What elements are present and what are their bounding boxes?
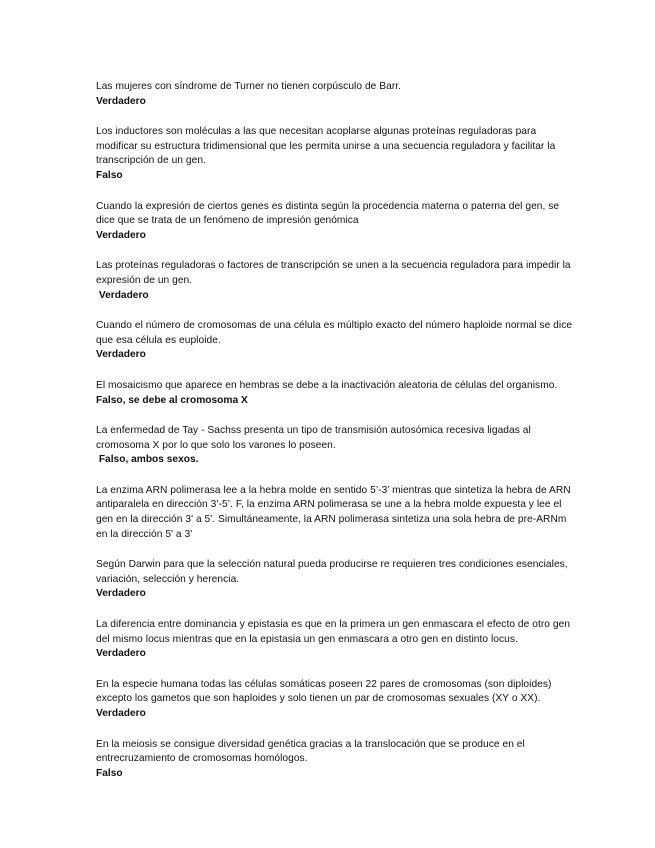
statement-text: En la meiosis se consigue diversidad genética gracias a la translocación que se produce en el entrecruzamiento de cromosomas homólogos. [96, 738, 525, 765]
statement-text: La enzima ARN polimerasa lee a la hebra molde en sentido 5’-3’ mientras que sintetiza la hebra de ARN antiparalela en dirección 3’-5’. F, la enzima ARN polimerasa se une a la hebra molde expuesta y lee el gen en la dirección 3' a 5'. Simultáneamente, la ARN polimerasa sintetiza una sola hebra de pre-ARNm en la dirección 5' a 3' [96, 484, 571, 540]
answer-text: Verdadero [96, 588, 146, 600]
statement-item [96, 200, 580, 244]
statement-item [96, 678, 580, 722]
statement-item [96, 125, 580, 183]
answer-text: Verdadero [96, 349, 146, 361]
statement-text: El mosaicismo que aparece en hembras se debe a la inactivación aleatoria de células del organismo. [96, 379, 558, 391]
document-page [96, 80, 580, 797]
answer-text: Falso [96, 169, 123, 181]
answer-text: Verdadero [96, 648, 146, 660]
answer-text: Verdadero [96, 708, 146, 719]
statement-item [96, 80, 580, 109]
answer-text: Verdadero [96, 95, 146, 107]
statement-text: Las proteínas reguladoras o factores de transcripción se unen a la secuencia reguladora para impedir la expresión de un gen. [96, 260, 571, 286]
statement-item [96, 259, 580, 303]
answer-text: Falso, ambos sexos. [96, 454, 199, 466]
statement-text: Cuando la expresión de ciertos genes es distinta según la procedencia materna o paterna del gen, se dice que se trata de un fenómeno de impresión genómica [96, 200, 560, 227]
statement-text: En la especie humana todas las células somáticas poseen 22 pares de cromosomas (son diploides) excepto los gametos que son haploides y solo tienen un par de cromosomas sexuales (XY o XX). [96, 678, 552, 705]
statement-item [96, 424, 580, 468]
statement-item [96, 558, 580, 602]
statement-text: La enfermedad de Tay - Sachss presenta un tipo de transmisión autosómica recesiva ligadas al cromosoma X por lo que solo los varones lo poseen. [96, 425, 531, 451]
statement-text: Según Darwin para que la selección natural pueda producirse re requieren tres condiciones esenciales, variación, selección y herencia. [96, 559, 568, 585]
statement-text: Las mujeres con síndrome de Turner no tienen corpúsculo de Barr. [96, 81, 402, 92]
answer-text: Verdadero [96, 229, 146, 241]
statement-item [96, 738, 580, 782]
statement-text: Los inductores son moléculas a las que necesitan acoplarse algunas proteínas reguladoras para modificar su estructura tridimensional que les permita unirse a una secuencia reguladora y facilitar la transcripción de un gen. [96, 126, 556, 167]
statement-text: Cuando el número de cromosomas de una célula es múltiplo exacto del número haploide normal se dice que esa célula es euploide. [96, 320, 573, 346]
statement-item [96, 618, 580, 662]
answer-text: Falso [96, 767, 123, 779]
statement-item [96, 379, 580, 408]
statement-item [96, 319, 580, 363]
statement-item [96, 484, 580, 542]
answer-text: Verdadero [96, 289, 149, 301]
answer-text: Falso, se debe al cromosoma X [96, 394, 248, 406]
statement-text: La diferencia entre dominancia y epistasia es que en la primera un gen enmascara el efecto de otro gen del mismo locus mientras que en la epistasia un gen enmascara a otro gen en distinto locus. [96, 619, 571, 645]
